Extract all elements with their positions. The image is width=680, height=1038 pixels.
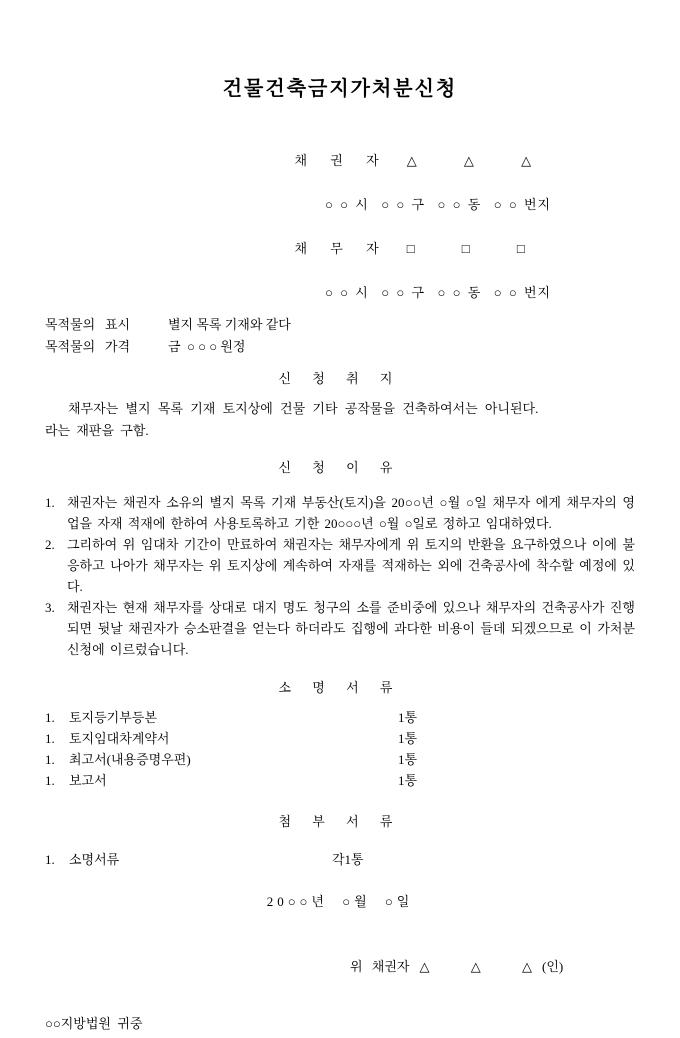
evidence-number: 1. xyxy=(45,773,55,788)
reason-number: 2. xyxy=(45,537,55,552)
evidence-name: 보고서 xyxy=(69,773,107,788)
evidence-item xyxy=(45,749,635,770)
attachment-name: 소명서류 xyxy=(69,852,120,867)
object-description-row xyxy=(45,314,635,336)
debtor-name: □ □ □ xyxy=(406,241,525,256)
debtor-line xyxy=(275,216,635,282)
evidence-name: 토지등기부등본 xyxy=(69,710,157,725)
reason-text: 채권자는 현재 채무자를 상대로 대지 명도 청구의 소를 준비중에 있으나 채무자의 건축공사가 진행되면 뒷날 채권자가 승소판결을 얻는다 하더라도 집행에 과다한 비용이 들데 되겠으므로 이 가처분신청에 이르렀습니다. xyxy=(67,600,635,657)
evidence-number: 1. xyxy=(45,731,55,746)
reason-item xyxy=(45,492,635,534)
evidence-count: 1통 xyxy=(398,752,418,767)
attachment-item xyxy=(45,849,635,870)
evidence-count: 1통 xyxy=(398,710,418,725)
attachment-number: 1. xyxy=(45,852,55,867)
purpose-heading: 신 청 취 지 xyxy=(278,371,402,386)
evidence-item xyxy=(45,728,635,749)
purpose-text: 채무자는 별지 목록 기재 토지상에 건물 기타 공작물을 건축하여서는 아니된다. xyxy=(68,401,539,416)
signature-name: △ △ △ xyxy=(419,959,532,974)
reason-number: 3. xyxy=(45,600,55,615)
evidence-item xyxy=(45,707,635,728)
evidence-heading: 소 명 서 류 xyxy=(278,680,402,695)
object-price-label: 목적물의 가격 xyxy=(45,339,131,354)
evidence-count: 1통 xyxy=(398,773,418,788)
evidence-item xyxy=(45,770,635,791)
reason-heading: 신 청 이 유 xyxy=(278,460,402,475)
object-rows xyxy=(45,314,635,358)
signature-line xyxy=(337,934,635,1000)
creditor-label: 채 권 자 xyxy=(294,153,389,168)
purpose-closing: 라는 재판을 구함. xyxy=(45,423,149,438)
party-block xyxy=(275,128,635,304)
date-line: 20○○년 ○월 ○일 xyxy=(266,894,414,909)
reason-number: 1. xyxy=(45,495,55,510)
signature-seal: (인) xyxy=(541,959,564,974)
attachment-list xyxy=(45,849,635,870)
creditor-address: ○ ○ 시 ○ ○ 구 ○ ○ 동 ○ ○ 번지 xyxy=(325,197,552,212)
attachment-heading: 첨 부 서 류 xyxy=(278,814,402,829)
attachment-count: 각1통 xyxy=(332,852,364,867)
evidence-number: 1. xyxy=(45,710,55,725)
evidence-number: 1. xyxy=(45,752,55,767)
evidence-list xyxy=(45,707,635,791)
legal-document-page xyxy=(0,76,680,1038)
signature-prefix: 위 채권자 xyxy=(350,959,410,974)
reason-text: 그리하여 위 임대차 기간이 만료하여 채권자는 채무자에게 위 토지의 반환을 요구하였으나 이에 불응하고 나아가 채무자는 위 토지상에 계속하여 자재를 적재하는 외에 건축공사에 착수할 예정에 있다. xyxy=(67,537,635,594)
debtor-label: 채 무 자 xyxy=(294,241,389,256)
reason-list xyxy=(45,492,635,660)
evidence-name: 최고서(내용증명우편) xyxy=(69,752,191,767)
evidence-name: 토지임대차계약서 xyxy=(69,731,170,746)
reason-text: 채권자는 채권자 소유의 별지 목록 기재 부동산(토지)을 20○○년 ○월 ○일 채무자 에게 채무자의 영업을 자재 적재에 한하여 사용토록하고 기한 20○○○년 ○월 ○일로 정하고 임대하였다. xyxy=(67,495,635,531)
object-price-row xyxy=(45,336,635,358)
court-line: ○○지방법원 귀중 xyxy=(45,1016,143,1031)
object-description-label: 목적물의 표시 xyxy=(45,317,131,332)
reason-item xyxy=(45,597,635,660)
page-title: 건물건축금지가처분신청 xyxy=(222,78,458,100)
debtor-address: ○ ○ 시 ○ ○ 구 ○ ○ 동 ○ ○ 번지 xyxy=(325,285,552,300)
object-price-value: 금 ○ ○ ○ 원정 xyxy=(168,339,246,354)
purpose-body xyxy=(45,398,635,442)
reason-item xyxy=(45,534,635,597)
creditor-name: △ △ △ xyxy=(406,153,532,168)
creditor-line xyxy=(275,128,635,194)
object-description-value: 별지 목록 기재와 같다 xyxy=(168,317,291,332)
evidence-count: 1통 xyxy=(398,731,418,746)
